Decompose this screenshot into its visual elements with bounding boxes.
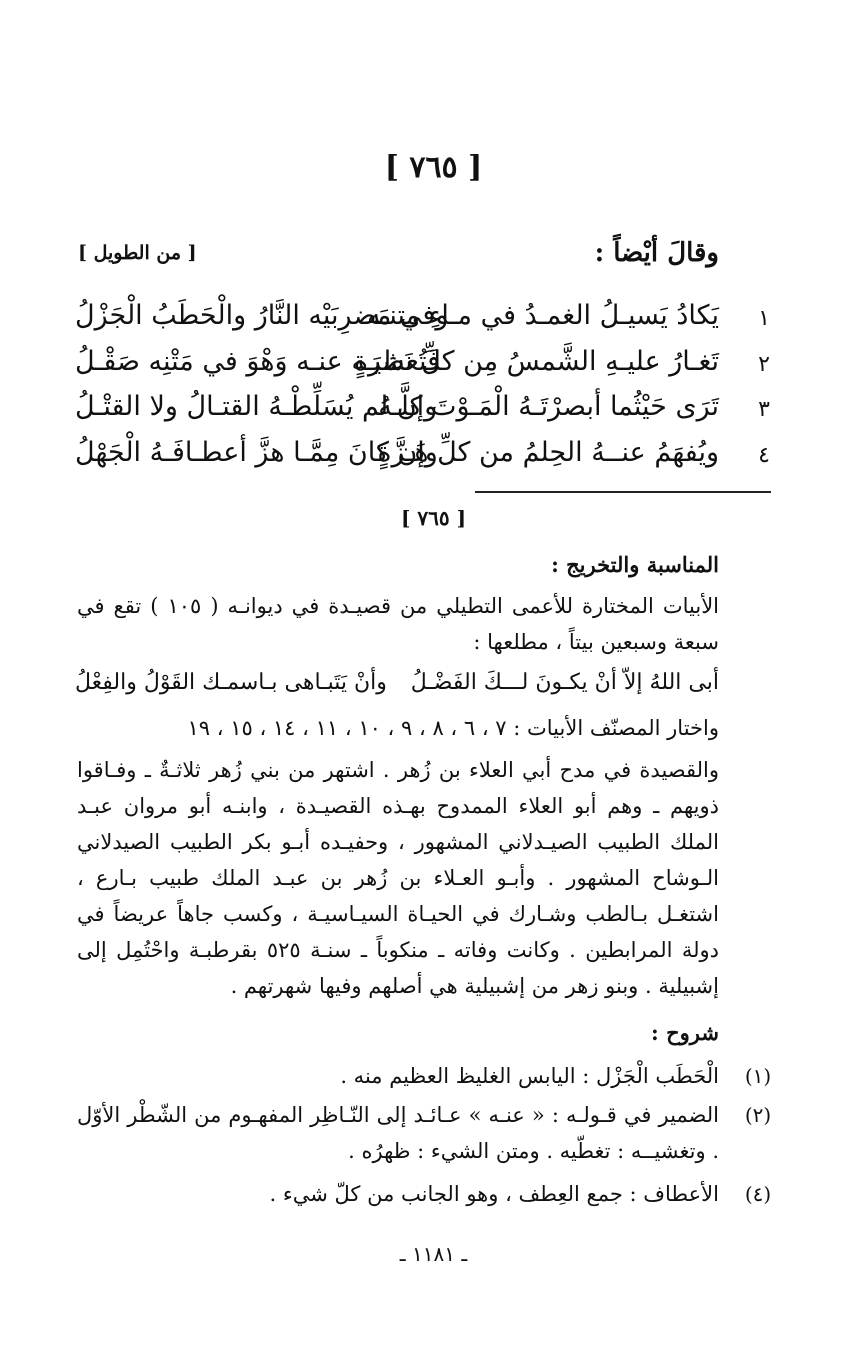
verse-number: ٢ bbox=[758, 352, 770, 377]
verse-second-hemistich: وفي مَضرِبَيْه النَّارُ والْحَطَبُ الْجَزْلُ bbox=[75, 300, 449, 331]
verse-first-hemistich: تَرَى حَيْثُما أبصرْتَـهُ الْمَـوْتَ كلَّـهُ bbox=[378, 391, 719, 422]
footnote-number: (٢) bbox=[744, 1103, 772, 1127]
selected-verses-paragraph bbox=[77, 710, 719, 746]
footnote-number: (١) bbox=[744, 1064, 772, 1088]
notes-number: [ ٧٦٥ ] bbox=[400, 506, 467, 530]
opening-verse-second: وأنْ يَتَبـاهى بـاسمـك القَوْلُ والفِعْلُ bbox=[75, 670, 387, 695]
verse-second-hemistich: وإن لم يُسَلِّطْـهُ القتـالُ ولا القتْـلُ bbox=[75, 391, 438, 422]
biography-text: والقصيدة في مدح أبي العلاء بن زُهر . اشتهر من بني زُهر ثلاثـةٌ ـ وفـاقوا ذويهم ـ وهم أبو العلاء الممدوح بهـذه القصيـدة ، وابنـه أبو مروان عبـد الملك الطبيب الصيـدلاني المشهور ، وحفيـده أبـو بكر الطبيب الصيدلاني الـوشاح المشهور . وأبـو العـلاء بن زُهر بن عبـد الملك طبيب بـارع ، اشتغـل بـالطب وشـارك في الحيـاة السيـاسيـة ، وكسب جاهاً عريضاً في دولة المرابطين . وكانت وفاته ـ منكوباً ـ سنـة ٥٢٥ بقرطبـة واحْتُمِل إلى إشبيلية . وبنو زهر من إشبيلية هي أصلهم وفيها شهرتهم . bbox=[77, 758, 719, 998]
verse-second-hemistich: وإن كانَ مِمَّـا هزَّ أعطـافَـهُ الْجَهْلُ bbox=[75, 437, 438, 468]
footnote-text: الضمير في قـولـه : « عنـه » عـائـد إلى النّـاظِر المفهـوم من الشّطْر الأوّل . وتغشيــه : تغطّيه . ومتن الشيء : ظهرُه . bbox=[77, 1103, 719, 1163]
poem-intro: وقالَ أيْضاً : bbox=[594, 238, 719, 268]
takhrij-heading: المناسبة والتخريج : bbox=[551, 552, 719, 577]
biography-paragraph bbox=[77, 752, 719, 1004]
footnote-number: (٤) bbox=[744, 1182, 772, 1206]
footnote-text: الْحَطَب الْجَزْل : اليابس الغليظ العظيم منه . bbox=[340, 1064, 719, 1088]
page-number: ـ ١١٨١ ـ bbox=[399, 1242, 468, 1266]
shuruh-heading: شروح : bbox=[651, 1020, 719, 1045]
poem-meter: [ من الطويل ] bbox=[78, 242, 197, 264]
verse-second-hemistich: فَتُعشيـه عنـه وَهْوَ في مَتْنِه صَقْـلُ bbox=[75, 346, 441, 377]
verse-first-hemistich: يَكادُ يَسيـلُ الغمـدُ في مـاءِ متنـه bbox=[367, 300, 719, 331]
verse-first-hemistich: ويُفهَمُ عنــهُ الحِلمُ من كلِّ هَـزَّةٍ bbox=[377, 437, 719, 468]
selected-verses-text: واختار المصنّف الأبيات : ٧ ، ٦ ، ٨ ، ٩ ، ١٠ ، ١١ ، ١٤ ، ١٥ ، ١٩ bbox=[187, 716, 719, 740]
opening-verse-first: أبى اللهُ إلاّ أنْ يكـونَ لـــكَ الفَضْـلُ bbox=[410, 670, 719, 695]
footnote-text: الأعطاف : جمع العِطف ، وهو الجانب من كلّ شيء . bbox=[269, 1182, 719, 1206]
poem-number: [ ٧٦٥ ] bbox=[384, 150, 483, 185]
verse-first-hemistich: تَغـارُ عليـهِ الشَّمسُ مِن كلِّ نَظرَةٍ bbox=[353, 346, 719, 377]
takhrij-paragraph bbox=[77, 588, 719, 660]
verse-number: ٣ bbox=[758, 397, 770, 422]
verse-number: ١ bbox=[758, 306, 770, 331]
takhrij-intro-text: الأبيات المختارة للأعمى التطيلي من قصيـدة في ديوانـه ( ١٠٥ ) تقع في سبعة وسبعين بيتاً ، مطلعها : bbox=[77, 594, 720, 654]
footnote-separator bbox=[475, 491, 771, 493]
verse-number: ٤ bbox=[758, 443, 770, 468]
